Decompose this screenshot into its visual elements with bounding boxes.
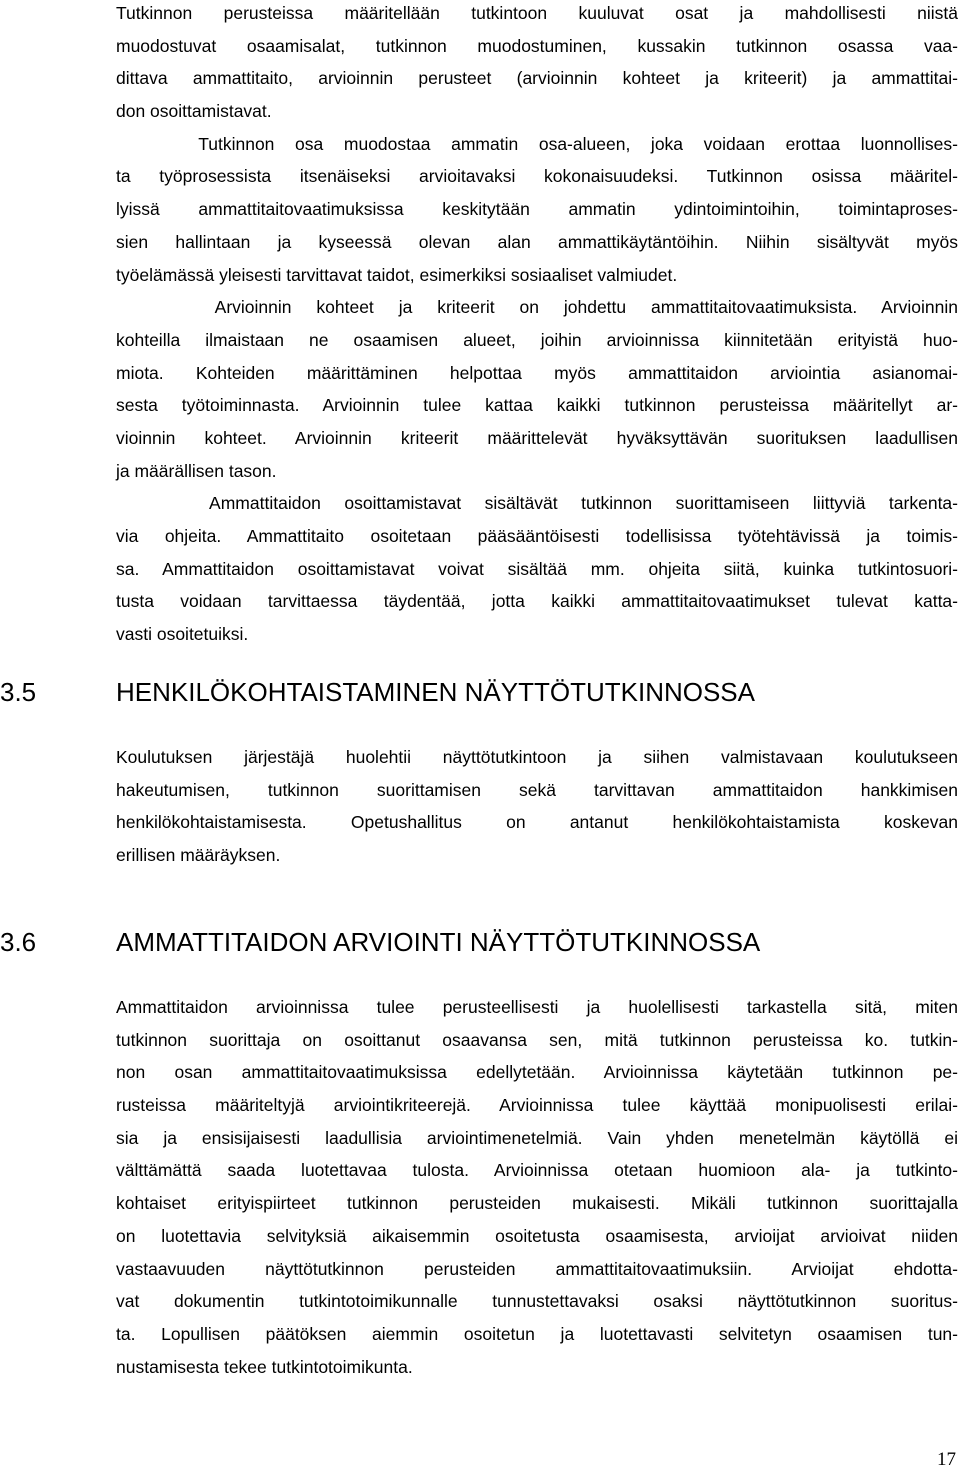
text-line: nustamisesta tekee tutkintotoimikunta. — [116, 1356, 413, 1377]
section-heading-3-6 — [0, 922, 960, 962]
text-line: kohteilla ilmaistaan ne osaamisen alueet, joihin arvioinnissa kiinnitetään erityistä huo- — [116, 329, 958, 350]
text-line: ta työprosessista itsenäiseksi arvioitavaksi kokonaisuudeksi. Tutkinnon osissa määritel- — [116, 166, 958, 187]
text-line: via ohjeita. Ammattitaito osoitetaan pääsääntöisesti todellisissa työtehtävissä ja toimis- — [116, 526, 958, 546]
text-line: Ammattitaidon osoittamistavat sisältävät tutkinnon suorittamiseen liittyviä tarkenta- — [116, 493, 958, 514]
text-line: vastaavuuden näyttötutkinnon perusteiden ammattitaitovaatimuksiin. Arvioijat ehdotta- — [116, 1258, 958, 1279]
text-line: työelämässä yleisesti tarvittavat taidot, esimerkiksi sosiaaliset valmiudet. — [116, 264, 678, 285]
section-title: AMMATTITAIDON ARVIOINTI NÄYTTÖTUTKINNOSSA — [116, 927, 761, 957]
text-line: kohtaiset erityispiirteet tutkinnon perusteiden mukaisesti. Mikäli tutkinnon suorittajalla — [116, 1193, 958, 1214]
section-heading-3-5 — [0, 672, 960, 712]
section-3-6-text — [116, 991, 958, 1383]
text-line: ja määrällisen tason. — [116, 460, 277, 481]
section-3-5-text — [116, 741, 958, 872]
section-number: 3.6 — [0, 927, 37, 957]
text-line: ta. Lopullisen päätöksen aiemmin osoitetun ja luotettavasti selvitetyn osaamisen tun- — [116, 1323, 958, 1344]
section-number: 3.5 — [0, 677, 37, 707]
text-line: vat dokumentin tutkintotoimikunnalle tunnustettavaksi osaksi näyttötutkinnon suoritus- — [116, 1291, 958, 1312]
text-line: Tutkinnon osa muodostaa ammatin osa-alueen, joka voidaan erottaa luonnollises- — [116, 133, 958, 154]
text-line: Ammattitaidon arvioinnissa tulee perusteellisesti ja huolellisesti tarkastella sitä, miten — [116, 997, 958, 1017]
text-line: Arvioinnin kohteet ja kriteerit on johdettu ammattitaitovaatimuksista. Arvioinnin — [116, 297, 958, 318]
text-line: muodostuvat osaamisalat, tutkinnon muodostuminen, kussakin tutkinnon osassa vaa- — [116, 35, 958, 56]
text-line: sa. Ammattitaidon osoittamistavat voivat sisältää mm. ohjeita siitä, kuinka tutkintosuori- — [116, 558, 958, 579]
page-number: 17 — [937, 1449, 956, 1470]
text-line: vioinnin kohteet. Arvioinnin kriteerit määrittelevät hyväksyttävän suorituksen laadullisen — [116, 427, 958, 448]
intro-text — [116, 0, 958, 651]
text-line: rusteissa määriteltyjä arviointikriteerejä. Arvioinnissa tulee käyttää monipuolisesti erilai- — [116, 1095, 958, 1116]
text-line: erillisen määräyksen. — [116, 845, 281, 866]
text-line: sia ja ensisijaisesti laadullisia arviointimenetelmiä. Vain yhden menetelmän käytöllä ei — [116, 1127, 958, 1148]
text-line: tutkinnon suorittaja on osoittanut osaavansa sen, mitä tutkinnon perusteissa ko. tutkin- — [116, 1029, 958, 1050]
text-line: don osoittamistavat. — [116, 101, 272, 122]
text-line: sien hallintaan ja kyseessä olevan alan ammattikäytäntöihin. Niihin sisältyvät myös — [116, 231, 958, 252]
text-line: vasti osoitetuiksi. — [116, 624, 249, 645]
text-line: dittava ammattitaito, arvioinnin perusteet (arvioinnin kohteet ja kriteerit) ja ammattitai- — [116, 68, 958, 89]
text-line: hakeutumisen, tutkinnon suorittamisen sekä tarvittavan ammattitaidon hankkimisen — [116, 779, 958, 800]
section-title: HENKILÖKOHTAISTAMINEN NÄYTTÖTUTKINNOSSA — [116, 677, 755, 707]
text-line: tusta voidaan tarvittaessa täydentää, jotta kaikki ammattitaitovaatimukset tulevat katta- — [116, 591, 958, 612]
text-line: miota. Kohteiden määrittäminen helpottaa myös ammattitaidon arviointia asianomai- — [116, 362, 958, 383]
text-line: on luotettavia selvityksiä aikaisemmin osoitetusta osaamisesta, arvioijat arvioivat niiden — [116, 1225, 958, 1246]
text-line: Koulutuksen järjestäjä huolehtii näyttötutkintoon ja siihen valmistavaan koulutukseen — [116, 747, 958, 767]
text-line: välttämättä saada luotettavaa tulosta. Arvioinnissa otetaan huomioon ala- ja tutkinto- — [116, 1160, 958, 1181]
text-line: henkilökohtaistamisesta. Opetushallitus on antanut henkilökohtaistamista koskevan — [116, 812, 958, 833]
text-line: sesta työtoiminnasta. Arvioinnin tulee kattaa kaikki tutkinnon perusteissa määritellyt ar- — [116, 395, 958, 416]
text-line: lyissä ammattitaitovaatimuksissa keskitytään ammatin ydintoimintoihin, toimintaproses- — [116, 199, 958, 220]
text-line: Tutkinnon perusteissa määritellään tutkintoon kuuluvat osat ja mahdollisesti niistä — [116, 3, 958, 23]
text-line: non osan ammattitaitovaatimuksissa edellytetään. Arvioinnissa käytetään tutkinnon pe- — [116, 1062, 958, 1083]
